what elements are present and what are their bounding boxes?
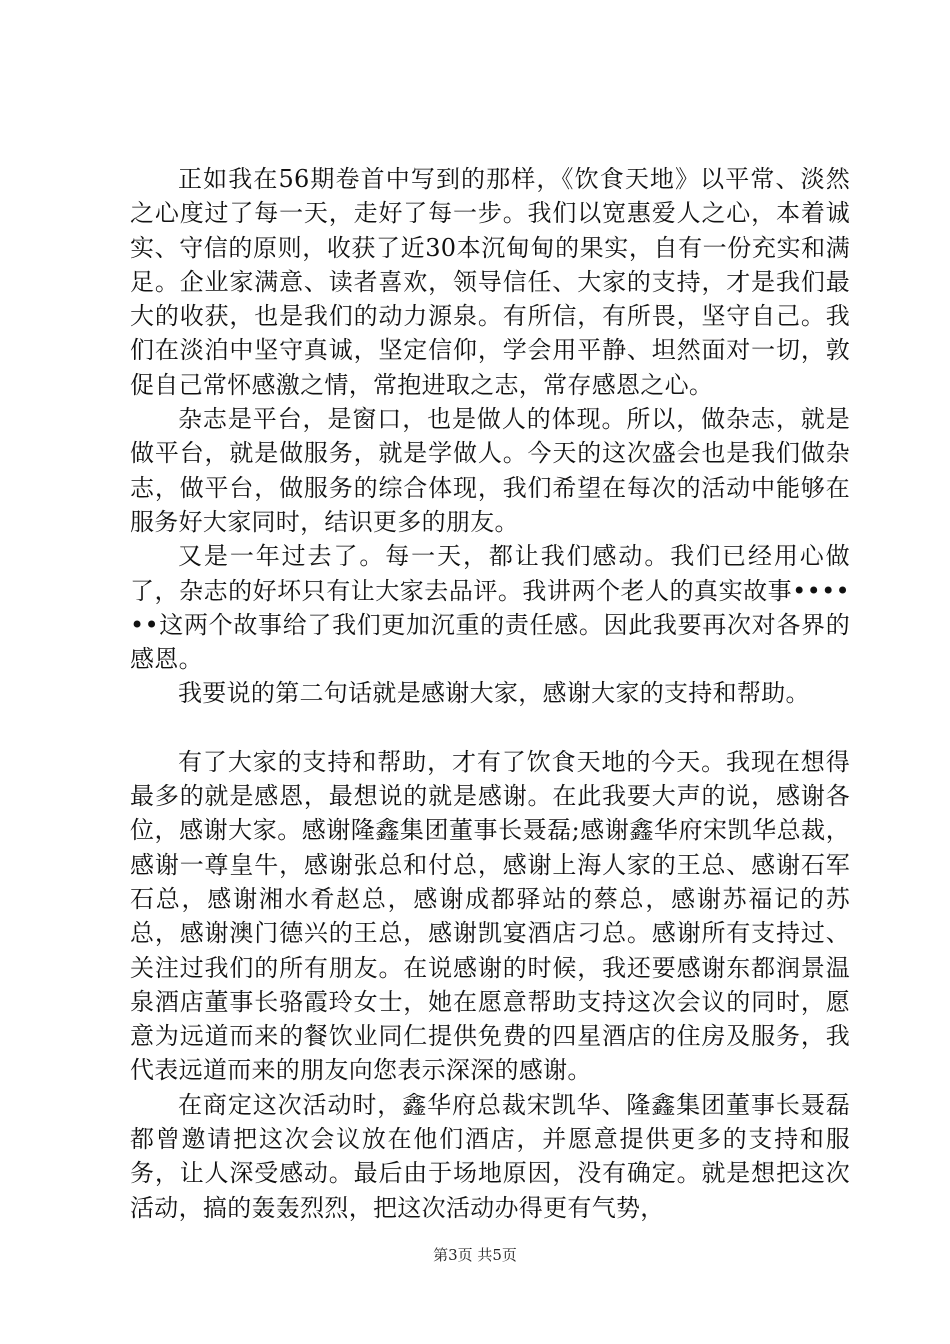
paragraph-2: 杂志是平台，是窗口，也是做人的体现。所以，做杂志，就是做平台，就是做服务，就是学做人。今天的这次盛会也是我们做杂志，做平台，做服务的综合体现，我们希望在每次的活动中能够在服务好大家同时，结识更多的朋友。 (130, 405, 850, 536)
page-number-footer: 第3页 共5页 (433, 1246, 517, 1264)
paragraph-6: 在商定这次活动时，鑫华府总裁宋凯华、隆鑫集团董事长聂磊都曾邀请把这次会议放在他们酒店，并愿意提供更多的支持和服务，让人深受感动。最后由于场地原因，没有确定。就是想把这次活动，搞的轰轰烈烈，把这次活动办得更有气势， (130, 1090, 850, 1222)
paragraph-gap (130, 711, 850, 745)
paragraph-1: 正如我在56期卷首中写到的那样，《饮食天地》以平常、淡然之心度过了每一天，走好了每一步。我们以宽惠爱人之心，本着诚实、守信的原则，收获了近30本沉甸甸的果实，自有一份充实和满足。企业家满意、读者喜欢，领导信任、大家的支持，才是我们最大的收获，也是我们的动力源泉。有所信，有所畏，坚守自己。我们在淡泊中坚守真诚，坚定信仰，学会用平静、坦然面对一切，敦促自己常怀感激之情，常抱进取之志，常存感恩之心。 (130, 165, 850, 399)
paragraph-4: 我要说的第二句话就是感谢大家，感谢大家的支持和帮助。 (178, 679, 810, 708)
paragraph-3: 又是一年过去了。每一天，都让我们感动。我们已经用心做了，杂志的好坏只有让大家去品评。我讲两个老人的真实故事••••••这两个故事给了我们更加沉重的责任感。因此我要再次对各界的感恩。 (130, 542, 850, 674)
paragraph-5: 有了大家的支持和帮助，才有了饮食天地的今天。我现在想得最多的就是感恩，最想说的就是感谢。在此我要大声的说，感谢各位，感谢大家。感谢隆鑫集团董事长聂磊;感谢鑫华府宋凯华总裁，感谢一尊皇牛，感谢张总和付总，感谢上海人家的王总、感谢石军石总，感谢湘水肴赵总，感谢成都驿站的蔡总，感谢苏福记的苏总，感谢澳门德兴的王总，感谢凯宴酒店刁总。感谢所有支持过、关注过我们的所有朋友。在说感谢的时候，我还要感谢东都润景温泉酒店董事长骆霞玲女士，她在愿意帮助支持这次会议的同时，愿意为远道而来的餐饮业同仁提供免费的四星酒店的住房及服务，我代表远道而来的朋友向您表示深深的感谢。 (130, 747, 850, 1085)
document-body (130, 162, 850, 1225)
